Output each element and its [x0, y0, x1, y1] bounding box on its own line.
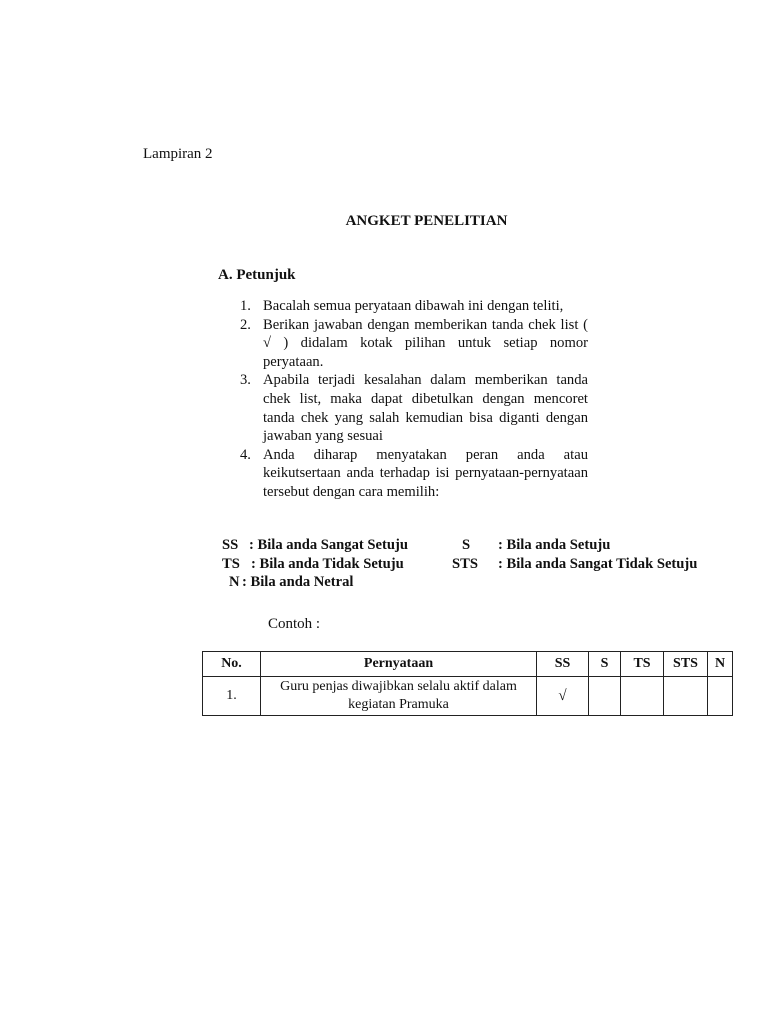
- instruction-number: 4.: [240, 446, 251, 463]
- instruction-text: Apabila terjadi kesalahan dalam memberikan tanda chek list, maka dapat dibetulkan dengan mencoret tanda chek yang salah kemudian bisa diganti dengan jawaban yang sesuai: [263, 372, 588, 445]
- instruction-item: [238, 446, 588, 502]
- header-n: N: [708, 652, 733, 677]
- header-sts: STS: [664, 652, 708, 677]
- instruction-item: [238, 371, 588, 445]
- cell-sts: [664, 677, 708, 716]
- example-label: Contoh :: [268, 616, 321, 632]
- cell-s: [589, 677, 621, 716]
- appendix-label: Lampiran 2: [143, 146, 213, 162]
- table-header-row: [203, 652, 733, 677]
- cell-ts: [621, 677, 664, 716]
- cell-no: 1.: [203, 677, 261, 716]
- cell-ss-check: √: [537, 677, 589, 716]
- table-row: [203, 677, 733, 716]
- example-table: [202, 651, 733, 716]
- legend-desc-sts: : Bila anda Sangat Tidak Setuju: [498, 555, 698, 572]
- legend-code-s: S: [462, 537, 471, 553]
- legend-code-ts: TS: [222, 555, 240, 572]
- document-title: ANGKET PENELITIAN: [345, 213, 508, 229]
- cell-n: [708, 677, 733, 716]
- header-s: S: [589, 652, 621, 677]
- cell-pernyataan: Guru penjas diwajibkan selalu aktif dalam kegiatan Pramuka: [261, 677, 537, 716]
- header-ss: SS: [537, 652, 589, 677]
- legend-desc-s: : Bila anda Setuju: [498, 537, 611, 553]
- instruction-number: 1.: [240, 298, 251, 314]
- legend-code-n: N: [229, 574, 240, 591]
- header-pernyataan: Pernyataan: [261, 652, 537, 677]
- header-no: No.: [203, 652, 261, 677]
- instruction-text: Anda diharap menyatakan peran anda atau keikutsertaan anda terhadap isi pernyataan-pernyataan tersebut dengan cara memilih:: [263, 446, 588, 500]
- legend-desc-ts: : Bila anda Tidak Setuju: [251, 555, 404, 572]
- instruction-list: [238, 297, 588, 502]
- section-heading: A. Petunjuk: [218, 267, 296, 283]
- header-ts: TS: [621, 652, 664, 677]
- instruction-text: Berikan jawaban dengan memberikan tanda chek list ( √ ) didalam kotak pilihan untuk setiap nomor peryataan.: [263, 316, 588, 370]
- legend-desc-ss: : Bila anda Sangat Setuju: [249, 537, 408, 553]
- legend-desc-n: : Bila anda Netral: [242, 574, 354, 591]
- legend-code-ss: SS: [222, 537, 239, 553]
- legend-code-sts: STS: [452, 555, 478, 572]
- instruction-text: Bacalah semua peryataan dibawah ini dengan teliti,: [263, 298, 564, 314]
- instruction-number: 2.: [240, 316, 251, 333]
- instruction-item: [238, 297, 588, 316]
- instruction-item: [238, 316, 588, 372]
- instruction-number: 3.: [240, 372, 251, 389]
